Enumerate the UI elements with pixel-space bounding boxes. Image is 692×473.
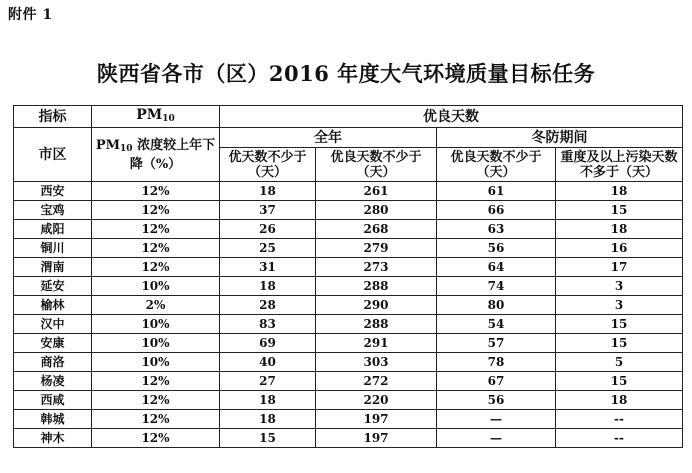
header-city: 市区 xyxy=(14,128,92,182)
cell-winter-heavy: 18 xyxy=(556,220,683,239)
cell-city: 宝鸡 xyxy=(14,201,92,220)
cell-city: 韩城 xyxy=(14,410,92,429)
cell-city: 铜川 xyxy=(14,239,92,258)
header-winter-heavy-max: 重度及以上污染天数不多于（天） xyxy=(556,148,683,182)
cell-goodfine: 197 xyxy=(316,429,437,448)
cell-city: 商洛 xyxy=(14,353,92,372)
cell-goodfine: 288 xyxy=(316,277,437,296)
cell-goodfine: 291 xyxy=(316,334,437,353)
cell-pm10: 12% xyxy=(92,410,220,429)
cell-good: 37 xyxy=(220,201,316,220)
cell-city: 咸阳 xyxy=(14,220,92,239)
header-winter-goodfine-min: 优良天数不少于（天） xyxy=(437,148,556,182)
cell-goodfine: 303 xyxy=(316,353,437,372)
cell-good: 28 xyxy=(220,296,316,315)
cell-winter-heavy: -- xyxy=(556,410,683,429)
cell-pm10: 12% xyxy=(92,372,220,391)
header-full-year: 全年 xyxy=(220,128,437,148)
cell-good: 40 xyxy=(220,353,316,372)
attachment-label: 附件 1 xyxy=(8,7,53,23)
cell-city: 西咸 xyxy=(14,391,92,410)
table-row xyxy=(14,182,683,201)
cell-pm10: 12% xyxy=(92,429,220,448)
table-row xyxy=(14,410,683,429)
table-row xyxy=(14,353,683,372)
cell-city: 西安 xyxy=(14,182,92,201)
cell-city: 汉中 xyxy=(14,315,92,334)
cell-winter-heavy: -- xyxy=(556,429,683,448)
cell-winter-heavy: 15 xyxy=(556,372,683,391)
cell-winter-heavy: 15 xyxy=(556,315,683,334)
cell-good: 25 xyxy=(220,239,316,258)
cell-good: 18 xyxy=(220,410,316,429)
cell-winter-heavy: 15 xyxy=(556,201,683,220)
cell-city: 杨凌 xyxy=(14,372,92,391)
header-full-goodfine-min: 优良天数不少于（天） xyxy=(316,148,437,182)
cell-winter-goodfine: 74 xyxy=(437,277,556,296)
cell-winter-goodfine: 57 xyxy=(437,334,556,353)
table-row xyxy=(14,315,683,334)
header-winter: 冬防期间 xyxy=(437,128,683,148)
cell-pm10: 12% xyxy=(92,258,220,277)
cell-winter-heavy: 17 xyxy=(556,258,683,277)
table-row xyxy=(14,239,683,258)
cell-pm10: 12% xyxy=(92,201,220,220)
table-row xyxy=(14,429,683,448)
cell-winter-goodfine: 66 xyxy=(437,201,556,220)
page-title: 陕西省各市（区）2016 年度大气环境质量目标任务 xyxy=(96,61,596,86)
cell-good: 69 xyxy=(220,334,316,353)
header-full-good-min: 优天数不少于（天） xyxy=(220,148,316,182)
cell-goodfine: 279 xyxy=(316,239,437,258)
cell-city: 延安 xyxy=(14,277,92,296)
cell-pm10: 12% xyxy=(92,182,220,201)
cell-goodfine: 261 xyxy=(316,182,437,201)
cell-good: 18 xyxy=(220,182,316,201)
cell-goodfine: 272 xyxy=(316,372,437,391)
header-indicator: 指标 xyxy=(14,106,92,128)
table-row xyxy=(14,258,683,277)
cell-goodfine: 288 xyxy=(316,315,437,334)
cell-winter-heavy: 18 xyxy=(556,182,683,201)
cell-pm10: 10% xyxy=(92,315,220,334)
cell-pm10: 12% xyxy=(92,239,220,258)
table-row xyxy=(14,201,683,220)
cell-winter-heavy: 5 xyxy=(556,353,683,372)
cell-good: 18 xyxy=(220,277,316,296)
cell-goodfine: 273 xyxy=(316,258,437,277)
cell-winter-goodfine: — xyxy=(437,429,556,448)
cell-winter-heavy: 3 xyxy=(556,277,683,296)
cell-pm10: 10% xyxy=(92,334,220,353)
cell-winter-heavy: 15 xyxy=(556,334,683,353)
cell-winter-heavy: 3 xyxy=(556,296,683,315)
header-pm10-decline: PM10 浓度较上年下降（%） xyxy=(92,128,220,182)
cell-winter-goodfine: 54 xyxy=(437,315,556,334)
cell-pm10: 12% xyxy=(92,391,220,410)
cell-pm10: 12% xyxy=(92,220,220,239)
cell-winter-goodfine: 56 xyxy=(437,239,556,258)
table-row xyxy=(14,372,683,391)
cell-good: 15 xyxy=(220,429,316,448)
air-quality-table xyxy=(13,105,683,448)
header-pm10: PM10 xyxy=(92,106,220,128)
cell-pm10: 10% xyxy=(92,353,220,372)
cell-goodfine: 280 xyxy=(316,201,437,220)
table-row xyxy=(14,334,683,353)
header-good-days: 优良天数 xyxy=(220,106,683,128)
cell-goodfine: 220 xyxy=(316,391,437,410)
cell-winter-goodfine: — xyxy=(437,410,556,429)
cell-good: 31 xyxy=(220,258,316,277)
header-row-1 xyxy=(14,106,683,128)
cell-good: 27 xyxy=(220,372,316,391)
cell-goodfine: 197 xyxy=(316,410,437,429)
cell-city: 神木 xyxy=(14,429,92,448)
cell-good: 18 xyxy=(220,391,316,410)
cell-city: 榆林 xyxy=(14,296,92,315)
cell-goodfine: 268 xyxy=(316,220,437,239)
cell-city: 渭南 xyxy=(14,258,92,277)
cell-pm10: 10% xyxy=(92,277,220,296)
cell-good: 83 xyxy=(220,315,316,334)
cell-winter-goodfine: 78 xyxy=(437,353,556,372)
cell-winter-goodfine: 64 xyxy=(437,258,556,277)
table-row xyxy=(14,391,683,410)
cell-winter-heavy: 16 xyxy=(556,239,683,258)
table-row xyxy=(14,296,683,315)
cell-winter-goodfine: 63 xyxy=(437,220,556,239)
cell-winter-goodfine: 56 xyxy=(437,391,556,410)
header-row-2 xyxy=(14,128,683,148)
cell-winter-goodfine: 67 xyxy=(437,372,556,391)
cell-city: 安康 xyxy=(14,334,92,353)
table-row xyxy=(14,277,683,296)
cell-goodfine: 290 xyxy=(316,296,437,315)
cell-good: 26 xyxy=(220,220,316,239)
cell-pm10: 2% xyxy=(92,296,220,315)
cell-winter-goodfine: 61 xyxy=(437,182,556,201)
table-row xyxy=(14,220,683,239)
cell-winter-heavy: 18 xyxy=(556,391,683,410)
cell-winter-goodfine: 80 xyxy=(437,296,556,315)
